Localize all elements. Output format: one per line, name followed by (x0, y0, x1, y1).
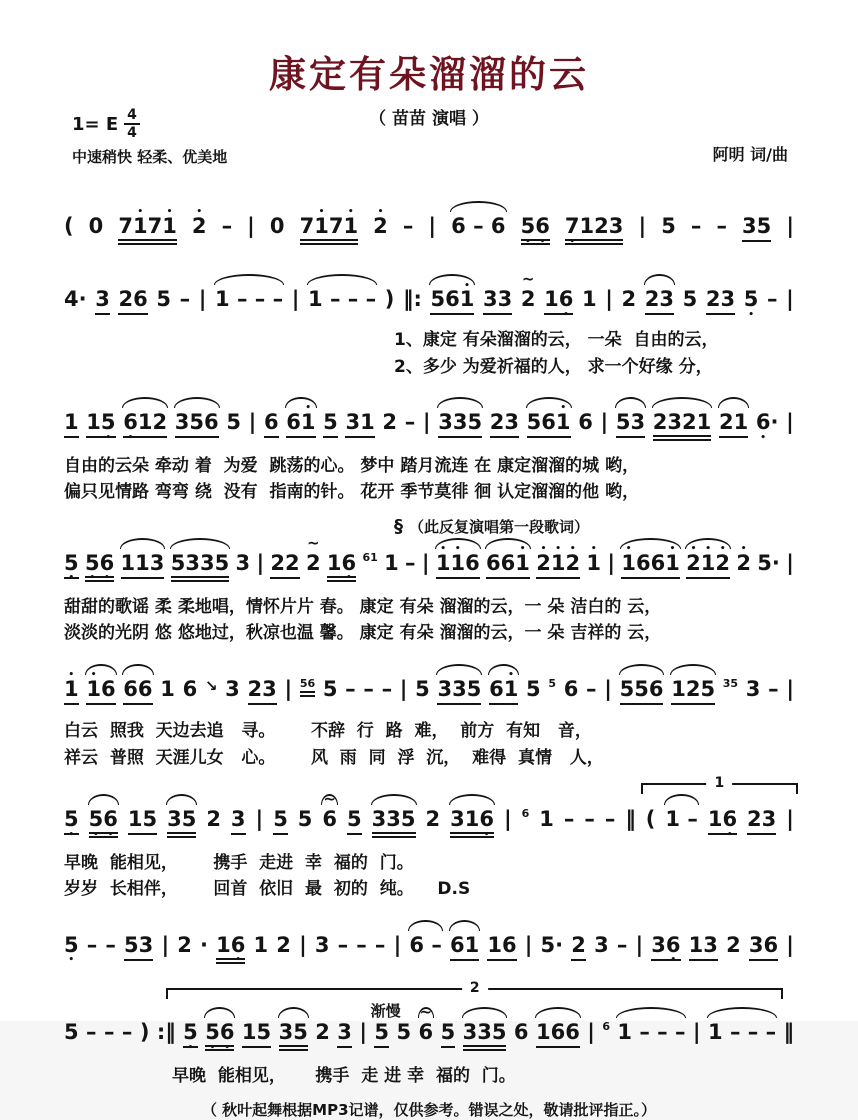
barline: | (359, 1019, 367, 1044)
barline: | (786, 676, 794, 701)
barline: | (256, 550, 265, 575)
note-token: 3 (95, 287, 110, 315)
music-system (64, 913, 794, 976)
note-token: 5 •6 • (85, 551, 114, 582)
note-token: 31 (345, 410, 374, 438)
note-token: 5 (297, 806, 313, 831)
note-token: 0 (269, 214, 285, 238)
barline: | (638, 214, 647, 238)
note-token: – (121, 1019, 133, 1044)
barline: ) (384, 287, 395, 312)
barline: ( (645, 806, 656, 831)
note-token: 6 •12 (123, 410, 167, 438)
barline: | (291, 287, 300, 312)
note-token: 5 • (744, 287, 759, 311)
note-token: – (767, 287, 778, 312)
note-token: 5 •6 • (205, 1020, 234, 1051)
barline: | (607, 550, 616, 575)
note-token: 16 • (216, 933, 245, 964)
note-token: 3 (594, 932, 609, 957)
note-token: 21 (719, 410, 748, 438)
note-token: 36 • (651, 933, 680, 961)
note-token: 6 – (409, 932, 442, 957)
note-token: 1 (384, 550, 399, 575)
note-token: 125 (671, 677, 715, 705)
barline: | (786, 550, 794, 575)
note-token: 2 (621, 287, 637, 312)
note-token: 5 (323, 410, 338, 438)
note-token: 66 (123, 677, 152, 705)
note-token: 6• 1 (286, 410, 315, 438)
music-system (64, 516, 794, 647)
lyric-line: 早晚 能相见， 携手 走进 幸 福的 门。 (64, 853, 414, 874)
note-token: 5 (226, 409, 241, 434)
note-token: 335 (437, 677, 481, 705)
note-token: 56• 1 (527, 410, 571, 438)
ending-number: 2 (462, 980, 488, 996)
note-token: 5 (441, 1020, 456, 1048)
note-token: • 2• 1• 2 (536, 551, 580, 579)
barline: | (247, 214, 255, 238)
note-token: 2 (382, 409, 398, 434)
grace-note: 5 (548, 676, 556, 690)
note-token: 16 • (708, 807, 737, 835)
note-token: 5 (374, 1020, 389, 1048)
lyric-line: 1、康定 有朵溜溜的云， 一朵 自由的云， (394, 330, 719, 351)
notation-line (64, 657, 794, 719)
music-system (64, 979, 794, 1089)
note-token: 6 (182, 676, 198, 701)
note-token: 16 • (544, 287, 573, 315)
note-token: 7• 17• 1 (118, 214, 177, 245)
note-token: • 2• 1• 2 (686, 551, 730, 579)
note-token: 5 (415, 676, 430, 701)
barline: | (786, 287, 794, 312)
note-token: 15 (242, 1020, 271, 1048)
ending-bracket (166, 979, 783, 999)
note-token: – (405, 550, 416, 575)
music-system (64, 194, 794, 257)
note-token: 335 (372, 807, 416, 838)
note-token: 5 (347, 807, 362, 835)
music-system (64, 267, 794, 380)
note-token: ~ 2 (306, 551, 321, 575)
note-token: – (221, 214, 233, 238)
note-token: 2 (571, 933, 586, 961)
note-token: 5 • (64, 807, 79, 835)
barline: | (635, 932, 644, 957)
barline: | (692, 1019, 701, 1044)
barline: | (503, 806, 512, 831)
barline: | (393, 932, 402, 957)
note-token: 1 (581, 287, 597, 312)
tempo-marking: 中速稍快 轻柔、优美地 (72, 148, 228, 166)
barline: | (605, 287, 613, 312)
note-token: 6• 1 (489, 677, 518, 705)
notation-line (64, 913, 794, 976)
key-label: 1= E (72, 113, 119, 135)
barline: | (161, 932, 170, 957)
note-token: 335 (438, 410, 482, 438)
note-token: 6 (513, 1019, 529, 1044)
note-token: 113 (121, 551, 165, 579)
note-token: 6 – 6 (451, 214, 506, 238)
note-token: 5 (396, 1019, 412, 1044)
note-token: 2 (276, 932, 291, 957)
barline: | (421, 550, 430, 575)
note-token: – (616, 932, 628, 957)
note-token: 5 (661, 214, 676, 238)
barline: | (198, 287, 207, 312)
note-token: – (402, 214, 414, 238)
barline: | (524, 932, 533, 957)
note-token: – (179, 287, 191, 312)
note-token: 335 (463, 1020, 507, 1051)
lyric-line: 白云 照我 天边去追 寻。 不辞 行 路 难， 前方 有知 音， (64, 721, 592, 742)
note-token: 61 (450, 933, 479, 961)
note-token: 26 (118, 287, 147, 315)
performer-subtitle: （ 苗苗 演唱 ） (369, 109, 489, 129)
barline: | (587, 1019, 595, 1044)
notation-line (64, 267, 794, 327)
note-token: – (86, 932, 98, 957)
note-token: 5 (526, 676, 541, 701)
note-token: 3 (314, 932, 330, 957)
note-token: 53 (616, 410, 645, 438)
segno-icon: § (394, 515, 403, 537)
note-token: – (563, 806, 575, 831)
note-token: – (716, 214, 727, 238)
lyric-line: 甜甜的歌谣 柔 柔地唱，情怀片片 春。 康定 有朵 溜溜的云，一 朵 洁白的 云， (64, 596, 662, 617)
note-token: 6 (578, 409, 593, 434)
note-token: 66• 1 (486, 551, 530, 579)
key-signature (72, 108, 140, 140)
note-token: – (584, 806, 595, 831)
note-token: 3 (231, 807, 246, 835)
note-token: • 2 (373, 214, 388, 238)
note-token: – (103, 1019, 115, 1044)
note-token: – (337, 932, 349, 957)
note-token: 16 (487, 933, 516, 961)
barline: | (422, 409, 431, 434)
note-token: 1 – – – (708, 1019, 777, 1044)
note-token: 1 – – – (308, 287, 377, 312)
note-token: 5· (540, 932, 564, 957)
time-signature (124, 108, 140, 140)
note-token: 6 •· (756, 410, 779, 434)
note-token: – (690, 214, 702, 238)
note-token: 53 (124, 933, 153, 961)
note-token: 556 (620, 677, 664, 705)
barline: | (399, 676, 408, 701)
note-token: 23 (248, 677, 277, 705)
note-token: ~ 6 (322, 807, 337, 831)
note-token: 2 (177, 932, 192, 957)
note-token: 3 (337, 1020, 352, 1048)
note-token: 15 (128, 807, 157, 835)
time-signature-bottom: 4 (127, 125, 137, 141)
note-token: 5 (273, 807, 288, 835)
barline: ( (64, 214, 74, 238)
note-token: • 1 (586, 551, 601, 575)
lyric-line: 早晚 能相见， 携手 走 进 幸 福的 门。 (172, 1066, 516, 1087)
lyric-line: 偏只见情路 弯弯 绕 没有 指南的针。 花开 季节莫徘 徊 认定溜溜的他 哟， (64, 482, 640, 503)
barline: · (200, 932, 208, 957)
barline: | (255, 806, 264, 831)
note-token: – (586, 676, 597, 701)
repeat-instruction-text: （此反复演唱第一段歌词） (409, 517, 590, 536)
note-token: – (374, 932, 386, 957)
note-token: 5 •6 • (521, 214, 550, 245)
note-token: • 2 (192, 214, 207, 238)
note-token: 2321 (653, 410, 712, 441)
note-token: 5 (64, 1019, 79, 1044)
note-token: 5· (757, 550, 780, 575)
note-token: 35 (167, 807, 196, 838)
note-token: 5 (156, 287, 171, 312)
notation-line (64, 531, 794, 594)
song-title: 康定有朵溜溜的云 (269, 53, 589, 96)
note-token: 6 (264, 410, 279, 438)
note-token: 2 (726, 932, 741, 957)
score-body (64, 194, 794, 1089)
note-token: 3 (225, 676, 240, 701)
barline: | (604, 676, 612, 701)
notation-line (64, 390, 794, 453)
note-token: 2 (425, 806, 441, 831)
barline: ‖ (625, 806, 636, 831)
lyric-line: 自由的云朵 牵动 着 为爱 跳荡的心。 梦中 踏月流连 在 康定溜溜的城 哟， (64, 456, 640, 477)
note-token: • 1• 16 (436, 551, 480, 579)
composer-credit: 阿明 词/曲 (712, 145, 788, 164)
note-token: ~ 6 (419, 1020, 434, 1044)
lyric-line: 岁岁 长相伴， 回首 依旧 最 初的 纯。 D.S (64, 879, 471, 900)
note-token: – (86, 1019, 97, 1044)
note-token: 1 (253, 932, 269, 957)
note-token: ↘ (204, 676, 218, 695)
tempo-change-label: 渐慢 (370, 1001, 401, 1020)
note-token: – (356, 932, 367, 957)
barline: | (284, 676, 293, 701)
note-token: 1 (64, 410, 79, 438)
note-token: 35 (279, 1020, 308, 1051)
grace-note: 56 (300, 678, 315, 698)
note-token: 33 (483, 287, 512, 315)
note-token: 23 (706, 287, 735, 315)
note-token: • 1 (64, 677, 79, 705)
barline: ) (139, 1019, 150, 1044)
note-token: – (381, 676, 393, 701)
note-token: 1 (539, 806, 554, 831)
note-token: 316 • (450, 807, 494, 838)
note-token: 5 (322, 676, 338, 701)
note-token: – (105, 932, 116, 957)
note-token: 5335 (171, 551, 230, 582)
lyric-line: 淡淡的光阴 悠 悠地过，秋凉也温 馨。 康定 有朵 溜溜的云，一 朵 吉祥的 云， (64, 623, 662, 644)
grace-note: 6 (602, 1019, 610, 1033)
note-token: 15 • (86, 410, 115, 438)
note-token: 6 (563, 676, 579, 701)
note-token: 166 (536, 1020, 580, 1048)
barline: | (786, 409, 794, 434)
note-token: – (604, 806, 616, 831)
note-token: 7• 17• 1 (300, 214, 359, 245)
barline: | (786, 806, 794, 831)
note-token: 16 • (327, 551, 356, 582)
lyric-line: 祥云 普照 天涯儿女 心。 风 雨 同 浮 沉， 难得 真情 人， (64, 747, 604, 768)
grace-note: 6 (521, 806, 530, 820)
note-token: • 2 (736, 551, 751, 575)
note-token: 5 • (183, 1020, 198, 1048)
note-token: • 166• 1 (621, 551, 680, 579)
note-token: 0 (88, 214, 104, 238)
note-token: 35 (742, 214, 771, 242)
barline: | (786, 932, 794, 957)
note-token: – (345, 676, 356, 701)
barline: | (600, 409, 609, 434)
barline: | (786, 214, 794, 238)
lyric-line: 2、多少 为爱祈福的人， 求一个好缘 分， (394, 356, 713, 377)
transcription-note: （ 秋叶起舞根据MP3记谱，仅供参考。错误之处，敬请批评指正。） (201, 1101, 657, 1120)
note-token: ~ 2 (521, 287, 536, 311)
music-system (64, 774, 794, 903)
note-token: – (768, 676, 779, 701)
header-block (64, 102, 794, 194)
note-token: 56• 1 (430, 287, 474, 315)
time-signature-top: 4 (124, 108, 140, 125)
note-token: 1 – (665, 806, 698, 831)
note-token: 1 – – – (215, 287, 284, 312)
ending-number: 1 (706, 775, 732, 791)
note-token: – (404, 409, 416, 434)
note-token: • 16 (86, 677, 115, 705)
note-token: 2 (206, 806, 221, 831)
barline: | (428, 214, 437, 238)
note-token: 3 (235, 550, 251, 575)
note-token: 7 •123 (565, 214, 624, 245)
note-token: 5 • (64, 933, 79, 957)
note-token: 356 (175, 410, 219, 438)
barline: ‖ (783, 1019, 794, 1044)
note-token: 3 (745, 676, 761, 701)
note-token: 5 •6 • (89, 807, 118, 838)
barline: | (299, 932, 307, 957)
note-token: 23 (645, 287, 674, 315)
ending-bracket (641, 774, 798, 794)
note-token: 1 – – – (617, 1019, 686, 1044)
notation-line (64, 194, 794, 257)
note-token: 5 • (64, 551, 79, 579)
music-system (64, 657, 794, 771)
note-token: 1 (160, 676, 175, 701)
music-system (64, 390, 794, 506)
note-token: 36 (749, 933, 778, 961)
note-token: 23 (747, 807, 776, 835)
note-token: 4· (64, 287, 87, 312)
barline: | (248, 409, 257, 434)
note-token: 2 (315, 1019, 330, 1044)
barline: ‖: (402, 287, 422, 312)
note-token: 5 (682, 287, 698, 312)
grace-note: 35 (722, 676, 739, 690)
note-token: 22 (270, 551, 299, 579)
note-token: 13 (689, 933, 718, 961)
note-token: – (363, 676, 374, 701)
barline: :‖ (156, 1019, 176, 1044)
note-token: 23 (490, 410, 519, 438)
grace-note: 61 (362, 550, 378, 564)
